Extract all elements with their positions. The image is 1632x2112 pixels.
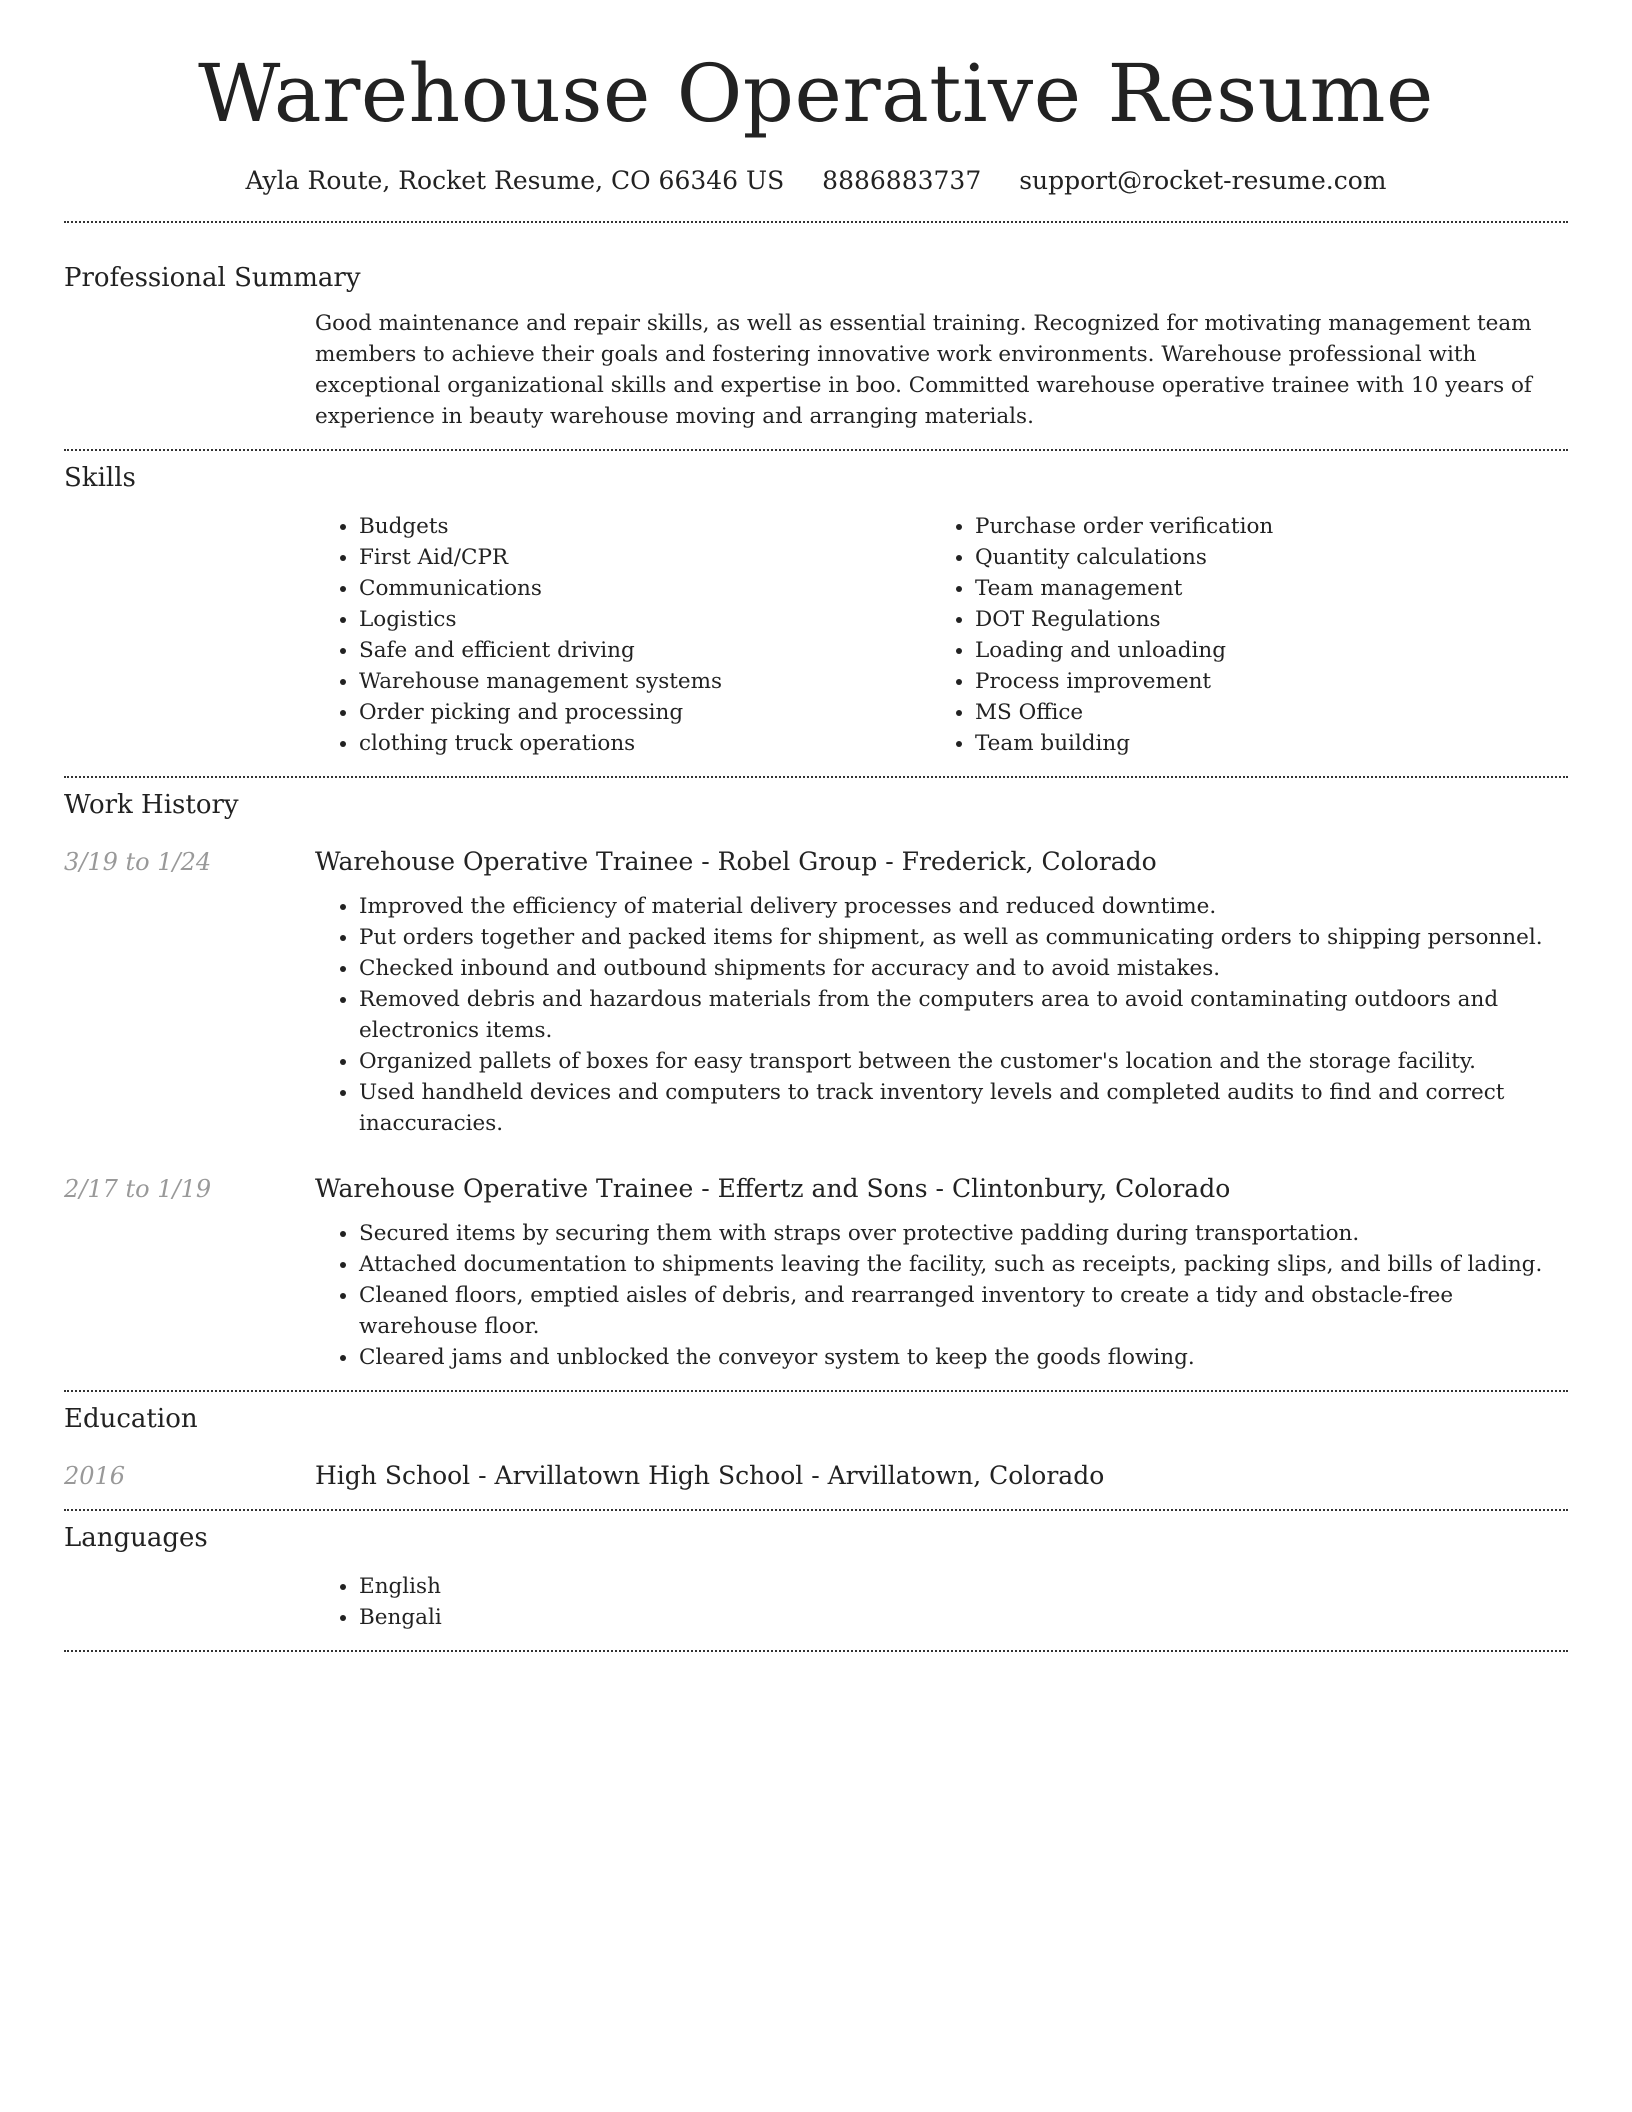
job-title: Warehouse Operative Trainee — [315, 847, 694, 876]
education-degree: High School — [315, 1461, 471, 1490]
skills-section — [64, 451, 1568, 759]
skill-item: • clothing truck operations — [359, 728, 931, 759]
skill-item: • Order picking and processing — [359, 697, 931, 728]
education-entry — [64, 1459, 1568, 1493]
skill-item: • Purchase order verification — [975, 511, 1547, 542]
work-entries — [64, 845, 1568, 1373]
summary-heading: Professional Summary — [64, 263, 361, 293]
job-duty-item: • Improved the efficiency of material delivery processes and reduced downtime. — [359, 891, 1568, 922]
skills-heading: Skills — [64, 463, 136, 493]
education-heading: Education — [64, 1404, 198, 1434]
education-school-location: - Arvillatown High School - Arvillatown, Colorado — [470, 1461, 1105, 1490]
contact-phone: 8886883737 — [822, 166, 982, 195]
skills-grid — [315, 511, 1568, 759]
skills-column-right — [931, 511, 1547, 759]
resume-header — [0, 0, 1632, 195]
languages-section — [64, 1511, 1568, 1633]
language-item: • Bengali — [359, 1602, 1568, 1633]
job-duty-item: • Checked inbound and outbound shipments for accuracy and to avoid mistakes. — [359, 953, 1568, 984]
work-entry-main — [315, 845, 1568, 1139]
languages-heading: Languages — [64, 1523, 208, 1553]
skill-item: • Quantity calculations — [975, 542, 1547, 573]
job-duties-list — [315, 1218, 1568, 1373]
skill-item: • Team building — [975, 728, 1547, 759]
skills-list-right — [931, 511, 1547, 759]
skill-item: • Process improvement — [975, 666, 1547, 697]
resume-title: Warehouse Operative Resume — [198, 47, 1434, 140]
skill-item: • Safe and efficient driving — [359, 635, 931, 666]
work-entry-heading — [315, 1172, 1568, 1206]
summary-text: Good maintenance and repair skills, as well as essential training. Recognized for motivating management team members to achieve their goals and fostering innovative work environments. Warehouse professional with exceptional organizational skills and expertise in boo. Committed warehouse operative trainee with 10 years of experience in beauty warehouse moving and arranging materials. — [315, 311, 1532, 429]
job-duty-item: • Secured items by securing them with straps over protective padding during transportation. — [359, 1218, 1568, 1249]
work-entry-main — [315, 1172, 1568, 1373]
job-employer-location: - Effertz and Sons - Clintonbury, Colorado — [693, 1174, 1231, 1203]
skills-list-left — [315, 511, 931, 759]
job-duty-item: • Attached documentation to shipments leaving the facility, such as receipts, packing slips, and bills of lading. — [359, 1249, 1568, 1280]
contact-address: Ayla Route, Rocket Resume, CO 66346 US — [245, 166, 785, 195]
summary-section — [64, 223, 1568, 432]
job-title: Warehouse Operative Trainee — [315, 1174, 694, 1203]
job-employer-location: - Robel Group - Frederick, Colorado — [693, 847, 1157, 876]
job-duty-item: • Used handheld devices and computers to track inventory levels and completed audits to find and correct inaccuracies. — [359, 1077, 1568, 1139]
summary-body — [315, 308, 1568, 432]
language-item: • English — [359, 1571, 1568, 1602]
contact-line — [0, 166, 1632, 195]
skill-item: • DOT Regulations — [975, 604, 1547, 635]
skill-item: • Budgets — [359, 511, 931, 542]
work-entry — [64, 1172, 1568, 1373]
skill-item: • Communications — [359, 573, 931, 604]
work-history-section — [64, 778, 1568, 1373]
job-duty-item: • Organized pallets of boxes for easy transport between the customer's location and the storage facility. — [359, 1046, 1568, 1077]
education-year: 2016 — [64, 1462, 126, 1490]
section-divider — [64, 1650, 1568, 1652]
work-entry-heading — [315, 845, 1568, 879]
job-duty-item: • Removed debris and hazardous materials from the computers area to avoid contaminating outdoors and electronics items. — [359, 984, 1568, 1046]
work-dates: 3/19 to 1/24 — [64, 848, 212, 876]
job-duty-item: • Cleaned floors, emptied aisles of debris, and rearranged inventory to create a tidy and obstacle-free warehouse floor. — [359, 1280, 1568, 1342]
skill-item: • First Aid/CPR — [359, 542, 931, 573]
job-duty-item: • Cleared jams and unblocked the conveyor system to keep the goods flowing. — [359, 1342, 1568, 1373]
education-section — [64, 1392, 1568, 1493]
skill-item: • Warehouse management systems — [359, 666, 931, 697]
contact-email: support@rocket-resume.com — [1019, 166, 1387, 195]
languages-list — [315, 1571, 1568, 1633]
job-duty-item: • Put orders together and packed items for shipment, as well as communicating orders to shipping personnel. — [359, 922, 1568, 953]
work-dates: 2/17 to 1/19 — [64, 1175, 212, 1203]
skill-item: • Team management — [975, 573, 1547, 604]
skill-item: • Logistics — [359, 604, 931, 635]
skill-item: • Loading and unloading — [975, 635, 1547, 666]
work-history-heading: Work History — [64, 790, 239, 820]
skills-column-left — [315, 511, 931, 759]
work-entry — [64, 845, 1568, 1139]
languages-body — [315, 1571, 1568, 1633]
skill-item: • MS Office — [975, 697, 1547, 728]
education-heading-line — [315, 1459, 1568, 1493]
job-duties-list — [315, 891, 1568, 1139]
education-entries — [64, 1459, 1568, 1493]
